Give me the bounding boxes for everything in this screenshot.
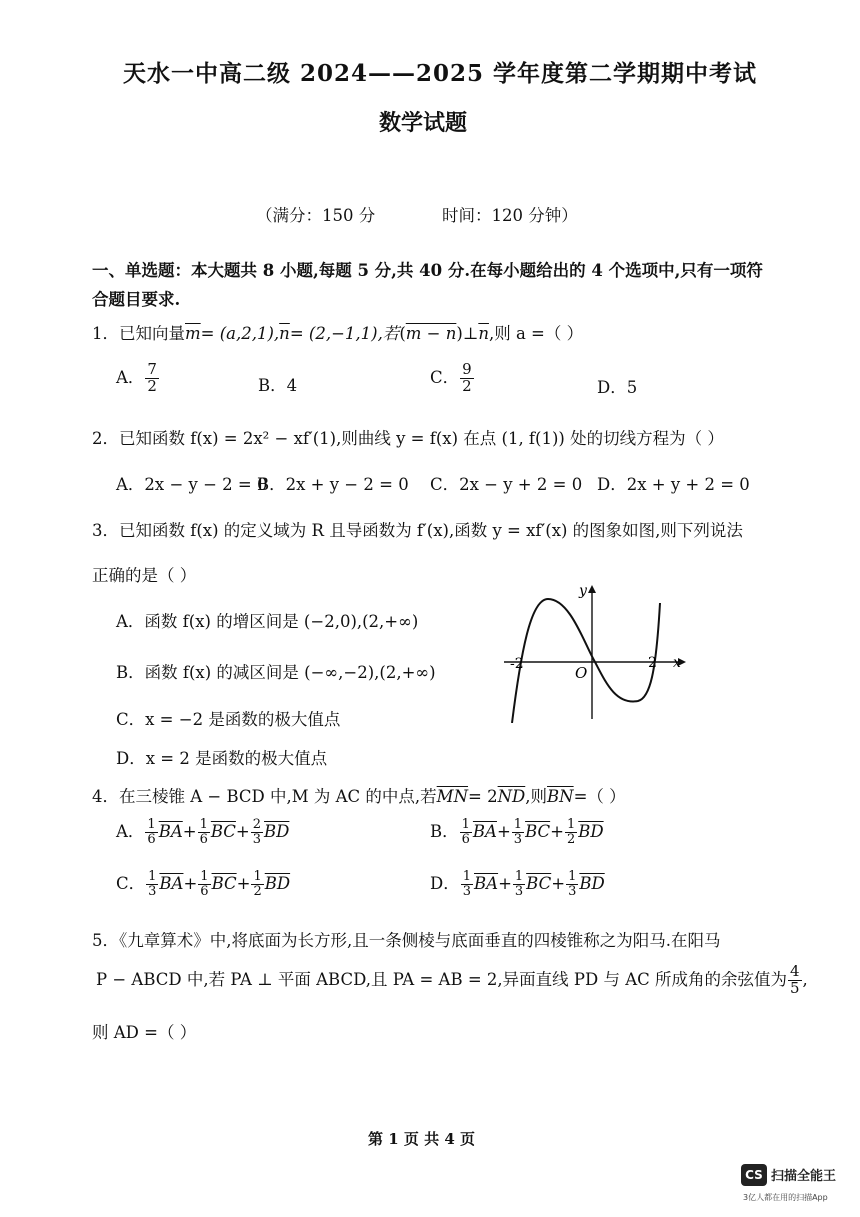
page-number: 第 1 页 共 4 页 [368, 1130, 475, 1148]
question-4-stem: 4．在三棱锥 A − BCD 中,M 为 AC 的中点,若$\overline{MN}= 2\overline{ND}$,则$\overline{BN}=$（ ） [92, 787, 626, 806]
q3-option-c: C．x = −2 是函数的极大值点 [116, 710, 341, 729]
q3-option-d: D．x = 2 是函数的极大值点 [116, 749, 328, 768]
subject-title: 数学试题 [379, 110, 468, 136]
exam-time: 时间：120 分钟） [442, 206, 578, 225]
q2-option-a: A．2x − y − 2 = 0 [116, 475, 268, 494]
question-2-stem: 2．已知函数 f(x) = 2x² − xf′(1),则曲线 y = f(x) 在点 (1, f(1)) 处的切线方程为（ ） [92, 429, 724, 448]
tick-label-2: 2 [648, 655, 657, 671]
q4-option-d: D． $\frac{1}{3}$ $\overline{BA}+$ $\frac{1}{3}$ $\overline{BC}+$ $\frac{1}{3}$ $\overline{BD}$ [430, 869, 605, 899]
x-axis-label: x [673, 655, 681, 671]
q4-option-a: A． $\frac{1}{6}$ $\overline{BA}+$ $\frac{1}{6}$ $\overline{BC}+$ $\frac{2}{3}$ $\overline{BD}$ [116, 817, 290, 847]
q1-option-c: C． $\frac{9}{2}$ [430, 360, 472, 395]
tick-label-neg2: -2 [510, 656, 524, 672]
section-heading-line2: 合题目要求. [92, 290, 181, 309]
q1-option-b: B．4 [258, 376, 298, 395]
y-axis-arrow-icon [588, 585, 596, 593]
y-axis-label: y [579, 583, 587, 599]
scanner-app-tagline: 3亿人都在用的扫描App [743, 1193, 828, 1202]
section-heading-line1: 一、单选题：本大题共 8 小题,每题 5 分,共 40 分.在每小题给出的 4 个选项中,只有一项符 [92, 261, 763, 280]
origin-label: O [575, 664, 588, 682]
exam-title: 天水一中高二级 2024——2025 学年度第二学期期中考试 [123, 60, 758, 87]
scanner-logo-icon: CS [741, 1164, 767, 1186]
q1-option-a: A． $\frac{7}{2}$ [116, 360, 157, 395]
question-5-line2: P − ABCD 中,若 PA ⊥ 平面 ABCD,且 PA = AB = 2,异面直线 PD 与 AC 所成角的余弦值为 $\frac{4}{5}$ , [96, 962, 808, 997]
q1-option-d: D．5 [597, 378, 638, 397]
question-3-stem-line1: 3．已知函数 f(x) 的定义域为 R 且导函数为 f′(x),函数 y = xf′(x) 的图象如图,则下列说法 [92, 521, 743, 540]
q3-option-a: A．函数 f(x) 的增区间是 (−2,0),(2,+∞) [116, 612, 419, 631]
scanner-app-name: 扫描全能王 [771, 1169, 837, 1184]
q2-option-c: C．2x − y + 2 = 0 [430, 475, 583, 494]
q4-option-b: B． $\frac{1}{6}$ $\overline{BA}+$ $\frac{1}{3}$ $\overline{BC}+$ $\frac{1}{2}$ $\overline{BD}$ [430, 817, 604, 847]
full-score: （满分：150 分 [256, 206, 376, 225]
q3-function-graph [500, 583, 690, 723]
question-5-line1: 5．《九章算术》中,将底面为长方形,且一条侧棱与底面垂直的四棱锥称之为阳马.在阳马 [92, 931, 721, 950]
question-1-stem: 1．已知向量$\overline{m}= (a,2,1),\overline{n}= (2,-1,1)$,若$(m - n)\perp\overline{n}$,则 a =（ ） [92, 324, 584, 343]
q2-option-d: D．2x + y + 2 = 0 [597, 475, 750, 494]
curve-xfprime [512, 599, 660, 723]
q3-option-b: B．函数 f(x) 的减区间是 (−∞,−2),(2,+∞) [116, 663, 436, 682]
question-5-line3: 则 AD =（ ） [92, 1023, 197, 1042]
question-3-stem-line2: 正确的是（ ） [92, 566, 197, 585]
q4-option-c: C． $\frac{1}{3}$ $\overline{BA}+$ $\frac{1}{6}$ $\overline{BC}+$ $\frac{1}{2}$ $\overline{BD}$ [116, 869, 291, 899]
q2-option-b: B．2x + y − 2 = 0 [257, 475, 409, 494]
